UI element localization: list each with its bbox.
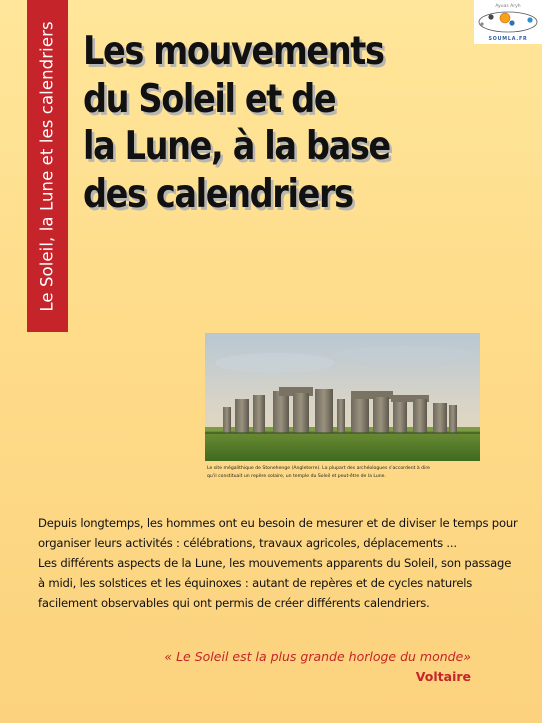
page-title	[83, 28, 461, 218]
body-paragraph-2: Les différents aspects de la Lune, les mouvements apparents du Soleil, son passage à midi, les solstices et les équinoxes : autant de repères et de cycles naturels facilement observables qui ont permis de créer différents calendriers.	[38, 556, 512, 610]
logo-top-text: Ayuas Aryh	[495, 4, 521, 9]
quote-text: « Le Soleil est la plus grande horloge du monde»	[164, 649, 471, 664]
sun-orbit-logo-icon	[474, 0, 542, 44]
logo-bottom-text: SOUMLA.FR	[488, 37, 528, 42]
title-line-2: du Soleil et de	[83, 76, 336, 122]
body-paragraph-1: Depuis longtemps, les hommes ont eu besoin de mesurer et de diviser le temps pour organiser leurs activités : célébrations, travaux agricoles, déplacements ...	[38, 516, 518, 550]
logo	[474, 0, 542, 44]
photo-caption-line-2: qu'il constituait un repère solaire, un temple du Soleil et peut-être de la Lune.	[207, 474, 386, 479]
photo-caption	[207, 465, 483, 481]
stone-circle-photo	[205, 333, 480, 461]
photo-caption-line-1: Le site mégalithique de Stonehenge (Angleterre). La plupart des archéologues s'accordent à dire	[207, 466, 430, 471]
stonehenge-image	[205, 333, 480, 461]
side-band-label	[27, 0, 68, 332]
side-band-text: Le Soleil, la Lune et les calendriers	[38, 20, 57, 312]
title-line-3: la Lune, à la base	[83, 124, 390, 169]
body-text	[38, 513, 518, 613]
quote-author: Voltaire	[415, 669, 471, 684]
title-line-4: des calendriers	[83, 171, 353, 217]
title-line-1: Les mouvements	[83, 29, 384, 74]
